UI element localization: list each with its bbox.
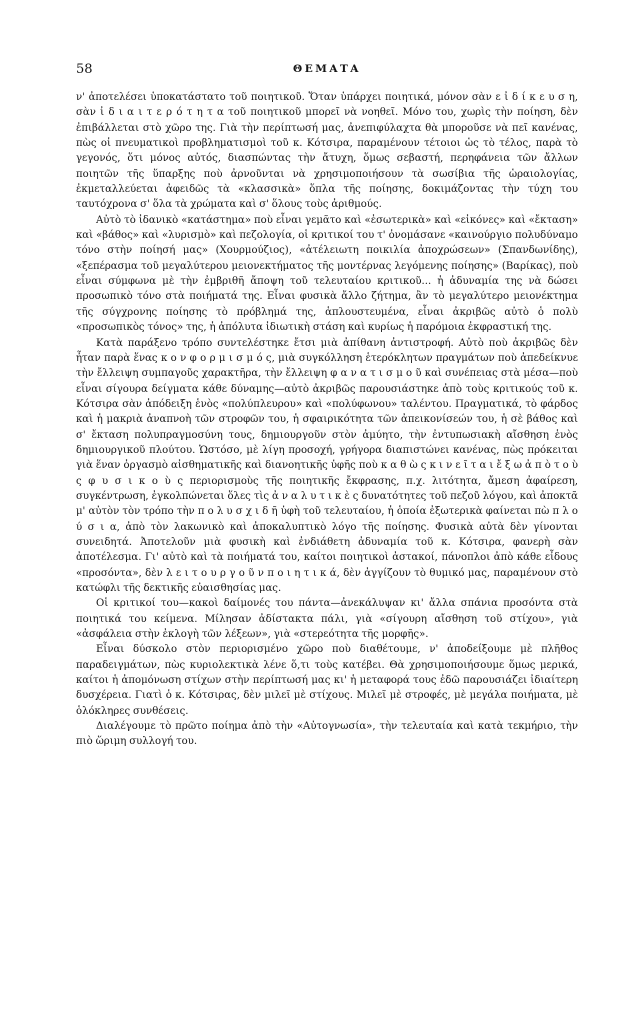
paragraph: Οἱ κριτικοί του—κακοὶ δαίμονές του πάντα—ἀνεκάλυψαν κι' ἄλλα σπάνια προσόντα στὰ ποιητικά του κείμενα. Μίλησαν ἀδίστακτα πάλι, γιὰ «σίγουρη αἴσθηση τοῦ στίχου», γιὰ «ἀσφάλεια στὴν ἐκλογὴ τῶν λέξεων», γιὰ «στερεότητα τῆς μορφῆς». — [76, 598, 578, 641]
paragraph: Εἶναι δύσκολο στὸν περιορισμένο χῶρο ποὺ διαθέτουμε, ν' ἀποδείξουμε μὲ πλῆθος παραδειγμάτων, πὼς κυριολεκτικὰ λένε ὅ,τι τοὺς κατέβει. Θὰ χρησιμοποιήσουμε ὅμως μερικά, καίτοι ἡ ἀπομόνωση στίχων στὴν περίπτωσή μας κι' ἡ μεταφορά τους ἐδῶ παρουσιάζει ἰδιαίτερη δυσχέρεια. Γιατὶ ὁ κ. Κότσιρας, δὲν μιλεῖ μὲ στίχους. Μιλεῖ μὲ στροφές, μὲ μεγάλα ποιήματα, μὲ ὁλόκληρες συνθέσεις. — [76, 644, 578, 717]
page-number: 58 — [76, 62, 93, 77]
paragraph: Κατὰ παράξενο τρόπο συντελέστηκε ἔτσι μιὰ ἀπίθανη ἀντιστροφή. Αὐτὸ ποὺ ἀκριβῶς δὲν ἦταν παρὰ ἕνας κ ο ν φ ο ρ μ ι σ μ ό ς, μιὰ συγκόλληση ἑτερόκλητων πραγμάτων ποὺ ἀπεδείκνυε τὴν ἔλλειψη συμπαγοῦς χαρακτῆρα, τὴν ἔλλειψη φ α ν α τ ι σ μ ο ῦ καὶ συνέπειας στὰ μέσα—ποὺ εἶναι σίγουρα δείγματα κάθε δύναμης—αὐτὸ ἀκριβῶς παρουσιάστηκε ἀπὸ τοὺς κριτικούς τοῦ κ. Κότσιρα σὰν ἀπόδειξη ἑνὸς «πολύπλευρου» καὶ «πολύφωνου» ταλέντου. Πραγματικά, τὸ φάρδος καὶ ἡ μακριὰ ἀναπνοὴ τῶν στροφῶν του, ἡ σφαιρικότητα τῶν ἀπεικονίσεών του, ἡ σὲ βάθος καὶ σ' ἔκταση πολυπραγμοσύνη τους, δημιουργοῦν στὸν ἀμύητο, τὴν ἐντυπωσιακὴ αἴσθηση ἑνὸς δημιουργικοῦ πλούτου. Ὡστόσο, μὲ λίγη προσοχή, γρήγορα διαπιστώνει κανένας, πὼς πρόκειται γιὰ ἕναν ὀργασμὸ αἰσθηματικῆς καὶ διανοητικῆς ὑφῆς ποὺ κ α θ ὼ ς κ ι ν ε ῖ τ α ι ἔ ξ ω ἀ π ὸ τ ο ὺ ς φ υ σ ι κ ο ὺ ς περιορισμοὺς τῆς ποιητικῆς ἔκφρασης, π.χ. λιτότητα, ἄμεση ἀφαίρεση, συγκέντρωση, ἐγκολπώνεται ὅλες τὶς ἀ ν α λ υ τ ι κ ὲ ς δυνατότητες τοῦ πεζοῦ λόγου, καὶ ἀποκτᾶ μ' αὐτὸν τὸν τρόπο τὴν π ο λ υ σ χ ι δ ῆ ὑφὴ τοῦ τελευταίου, ἡ ὁποία ἐξωτερικὰ φαίνεται πὼ π λ ο ύ σ ι α, ἀπὸ τὸν λακωνικὸ καὶ ἀποκαλυπτικὸ λόγο τῆς ποίησης. Φυσικὰ αὐτὰ δὲν γίνονται συνειδητά. Ἀποτελοῦν μιὰ φυσικὴ καὶ ἐνδιάθετη ἀδυναμία τοῦ κ. Κότσιρα, φανερὴ σὰν ἀποτέλεσμα. Γι' αὐτὸ καὶ τὰ ποιήματά του, καίτοι ποιητικοὶ ἀστακοί, πάνοπλοι ἀπὸ κάθε εἶδους «προσόντα», δὲν λ ε ι τ ο υ ρ γ ο ῦ ν π ο ι η τ ι κ ά, δὲν ἀγγίζουν τὸ θυμικό μας, παραμένουν στὸ κατώφλι τῆς δεκτικῆς εὐαισθησίας μας. — [76, 337, 578, 594]
article-body — [76, 90, 578, 750]
running-head: ΘΕΜΑΤΑ — [293, 63, 361, 75]
page-header — [76, 62, 578, 82]
paragraph: Αὐτὸ τὸ ἰδανικὸ «κατάστημα» ποὺ εἶναι γεμᾶτο καὶ «ἐσωτερικὰ» καὶ «εἰκόνες» καὶ «ἔκταση» καὶ «βάθος» καὶ «λυρισμὸ» καὶ πεζολογία, οἱ κριτικοί του τ' ὀνομάσανε «καινούργιο πολυδύναμο τόνο στὴν ποίησή μας» (Χουρμούζιος), «ἀτέλειωτη ποικιλία ἀποχρώσεων» (Σπανδωνίδης), «ξεπέρασμα τοῦ μεγαλύτερου μειονεκτήματος τῆς μοντέρνας λεγόμενης ποίησης» (Βαρίκας), ποὺ εἶναι σύμφωνα μὲ τὴν ἐμβριθῆ ἄποψη τοῦ τελευταίου κριτικοῦ... ἡ ἀδυναμία της νὰ δώσει προσωπικὸ τόνο στὰ ποιήματά της. Εἶναι φυσικὰ ἄλλο ζήτημα, ἂν τὸ μεγαλύτερο μειονέκτημα τῆς σύγχρονης ποίησης τὸ πρόβλημά της, ἁπλουστευμένα, εἶναι ἀκριβῶς αὐτὸ ὁ πολὺ «προσωπικὸς τόνος» της, ἡ ἀπόλυτα ἰδιωτικὴ στάση καὶ κυρίως ἡ παρόμοια ἐκφραστική της. — [76, 214, 578, 334]
paragraph: Διαλέγουμε τὸ πρῶτο ποίημα ἀπὸ τὴν «Αὐτογνωσία», τὴν τελευταία καὶ κατὰ τεκμήριο, τὴν πιὸ ὥριμη συλλογή του. — [76, 721, 578, 748]
paragraph: ν' ἀποτελέσει ὑποκατάστατο τοῦ ποιητικοῦ. Ὅταν ὑπάρχει ποιητικά, μόνον σὰν ε ἰ δ ί κ ε υ σ η, σὰν ἰ δ ι α ι τ ε ρ ό τ η τ α τοῦ ποιητικοῦ μπορεῖ νὰ νοηθεῖ. Μόνο του, χωρὶς τὴν ποίηση, δὲν ἐπιβάλλεται στὸ χῶρο της. Γιὰ τὴν περίπτωσή μας, ἀνεπιφύλαχτα θὰ μποροῦσε νὰ πεῖ κανένας, πὼς οἱ πνευματικοὶ προβληματισμοὶ τοῦ κ. Κότσιρα, παραμένουν τέτοιοι ὡς τὸ τέλος, παρὰ τὸ γεγονός, ὅτι μόνος αὐτός, διασπώντας τὴν ἄτυχη, ὅμως σεβαστή, περηφάνεια τῶν ἄλλων ποιητῶν τῆς ὕπαρξης ποὺ ἀρνοῦνται νὰ χρησιμοποιήσουν τὰ σωσίβια τῆς ὡραιολογίας, ἐκμεταλλεύεται ἀφειδῶς τὰ «κλασσικὰ» ὅπλα τῆς ποίησης, δοκιμάζοντας τὴν τύχη του ταυτόχρονα σ' ὅλα τὰ χρώματα καὶ σ' ὅλους τοὺς ἀριθμούς. — [76, 92, 578, 211]
